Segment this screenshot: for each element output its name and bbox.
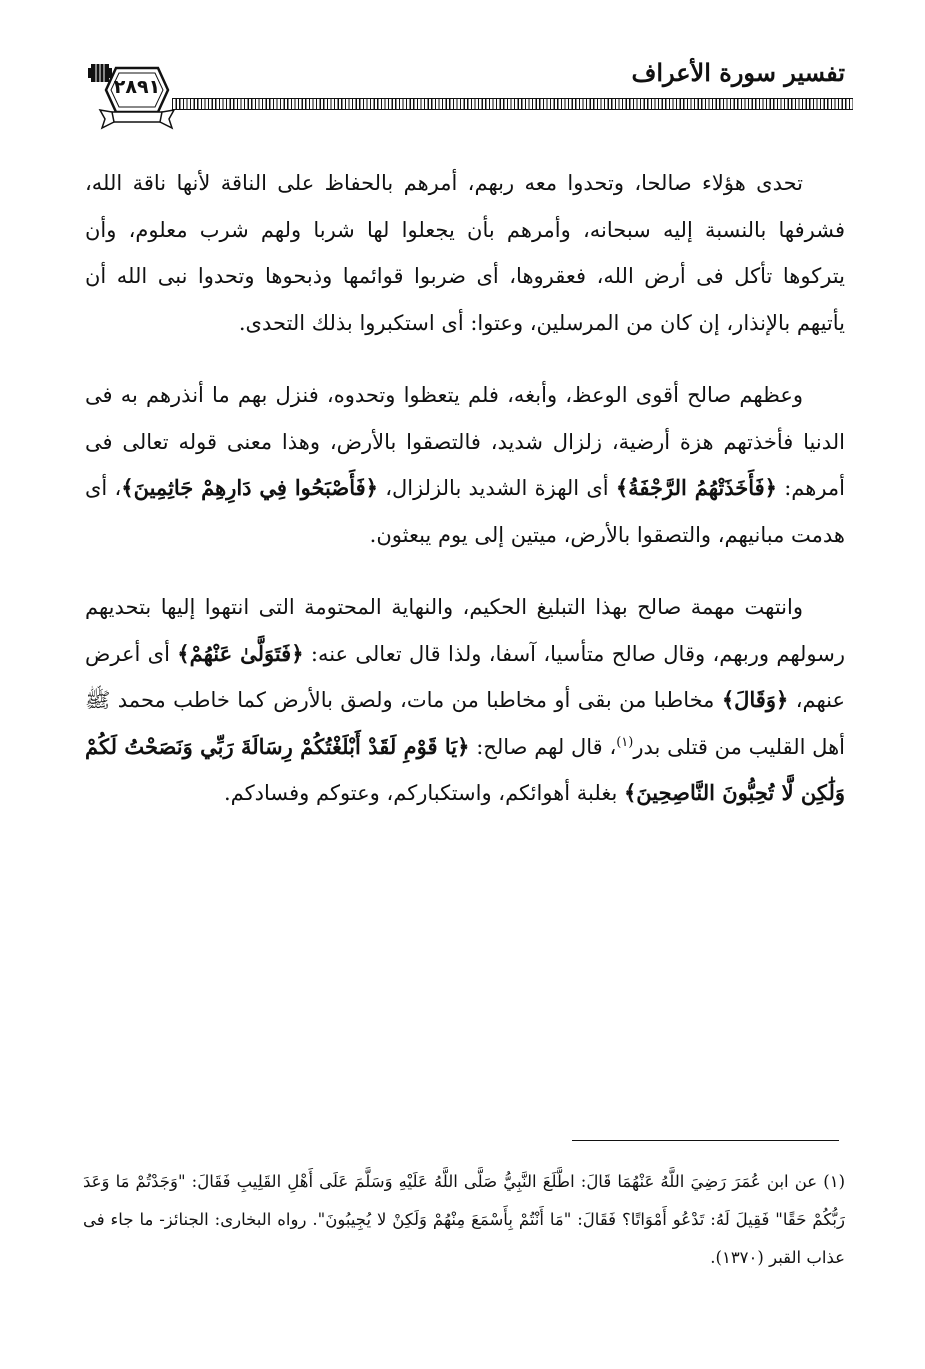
main-text — [85, 160, 845, 843]
paragraph-text: مخاطبا من بقى أو مخاطبا من مات، ولصق بالأرض كما خاطب محمد ﷺ أهل القليب من قتلى بدر — [85, 688, 845, 759]
paragraph — [85, 372, 845, 558]
paragraph-text: وعظهم صالح أقوى الوعظ، وأبغه، فلم يتعظوا وتحدوه، فنزل بهم ما أنذرهم به فى الدنيا فأخذتهم هزة أرضية، زلزال شديد، فالتصقوا بالأرض، وهذا معنى قوله تعالى فى أمرهم: — [85, 383, 845, 500]
footnote-separator — [572, 1140, 839, 1141]
paragraph-text: وانتهت مهمة صالح بهذا التبليغ الحكيم، والنهاية المحتومة التى انتهوا إليها بتحديهم رسولهم وربهم، وقال صالح متأسيا، آسفا، ولذا قال تعالى عنه: — [85, 595, 845, 666]
paragraph-text: أى الهزة الشديد بالزلزال، — [377, 476, 616, 500]
paragraph-text: بغلبة أهوائكم، واستكباركم، وعتوكم وفسادكم. — [224, 781, 624, 805]
footnote-marker: (١) — [616, 734, 634, 750]
quran-verse: ﴿فَتَوَلَّىٰ عَنْهُمْ﴾ — [177, 640, 304, 666]
paragraph-text: ، أى هدمت مبانيهم، والتصقوا بالأرض، ميتين إلى يوم يبعثون. — [85, 476, 845, 547]
quran-verse: ﴿وَقَالَ﴾ — [721, 687, 789, 712]
paragraph — [85, 584, 845, 817]
footnote-1: (١) عن ابن عُمَرَ رَضِيَ اللَّهُ عَنْهُمَا قَالَ: اطَّلَعَ النَّبِيُّ صَلَّى اللَّهُ عَلَيْهِ وَسَلَّمَ عَلَى أَهْلِ القَلِيبِ فَقَالَ: "وَجَدْتُمْ مَا وَعَدَ رَبُّكُمْ حَقًا" فَقِيلَ لَهُ: تَدْعُو أَمْوَاتًا؟ فَقَالَ: "مَا أَنْتُمْ بِأَسْمَعَ مِنْهُمْ وَلَكِنْ لا يُجِيبُونَ". رواه البخارى: الجنائز- ما جاء فى عذاب القبر (١٣٧٠). — [83, 1172, 845, 1267]
ribbon-frame-icon — [92, 62, 182, 134]
header-rule — [172, 98, 853, 110]
quran-verse: ﴿فَأَخَذَتْهُمُ الرَّجْفَةُ﴾ — [615, 475, 777, 500]
paragraph-text: تحدى هؤلاء صالحا، وتحدوا معه ربهم، أمرهم بالحفاظ على الناقة لأنها ناقة الله، فشرفها بالنسبة إليه سبحانه، وأمرهم بأن يجعلوا لها شربا ولهم شرب معلوم، وأن يتركوها تأكل فى أرض الله، فعقروها، أى ضربوا قوائمها وذبحوها وتحدوا نبى الله أن يأتيهم بالإنذار، إن كان من المرسلين، وعتوا: أى استكبروا بذلك التحدى. — [85, 171, 845, 335]
running-header-title: تفسير سورة الأعراف — [631, 58, 845, 87]
paragraph-text: أى أعرض عنهم، — [85, 641, 845, 712]
page-number: ٢٨٩١ — [113, 76, 161, 98]
paragraph-text: ، قال لهم صالح: — [469, 734, 617, 759]
page-number-badge — [92, 62, 182, 134]
quran-verse: ﴿يَا قَوْمِ لَقَدْ أَبْلَغْتُكُمْ رِسَالَةَ رَبِّي وَنَصَحْتُ لَكُمْ وَلَٰكِن لَّا تُحِبُّونَ النَّاصِحِينَ﴾ — [85, 733, 845, 805]
quran-verse: ﴿فَأَصْبَحُوا فِي دَارِهِمْ جَاثِمِينَ﴾ — [121, 475, 378, 500]
footnotes — [83, 1163, 845, 1277]
paragraph — [85, 160, 845, 346]
